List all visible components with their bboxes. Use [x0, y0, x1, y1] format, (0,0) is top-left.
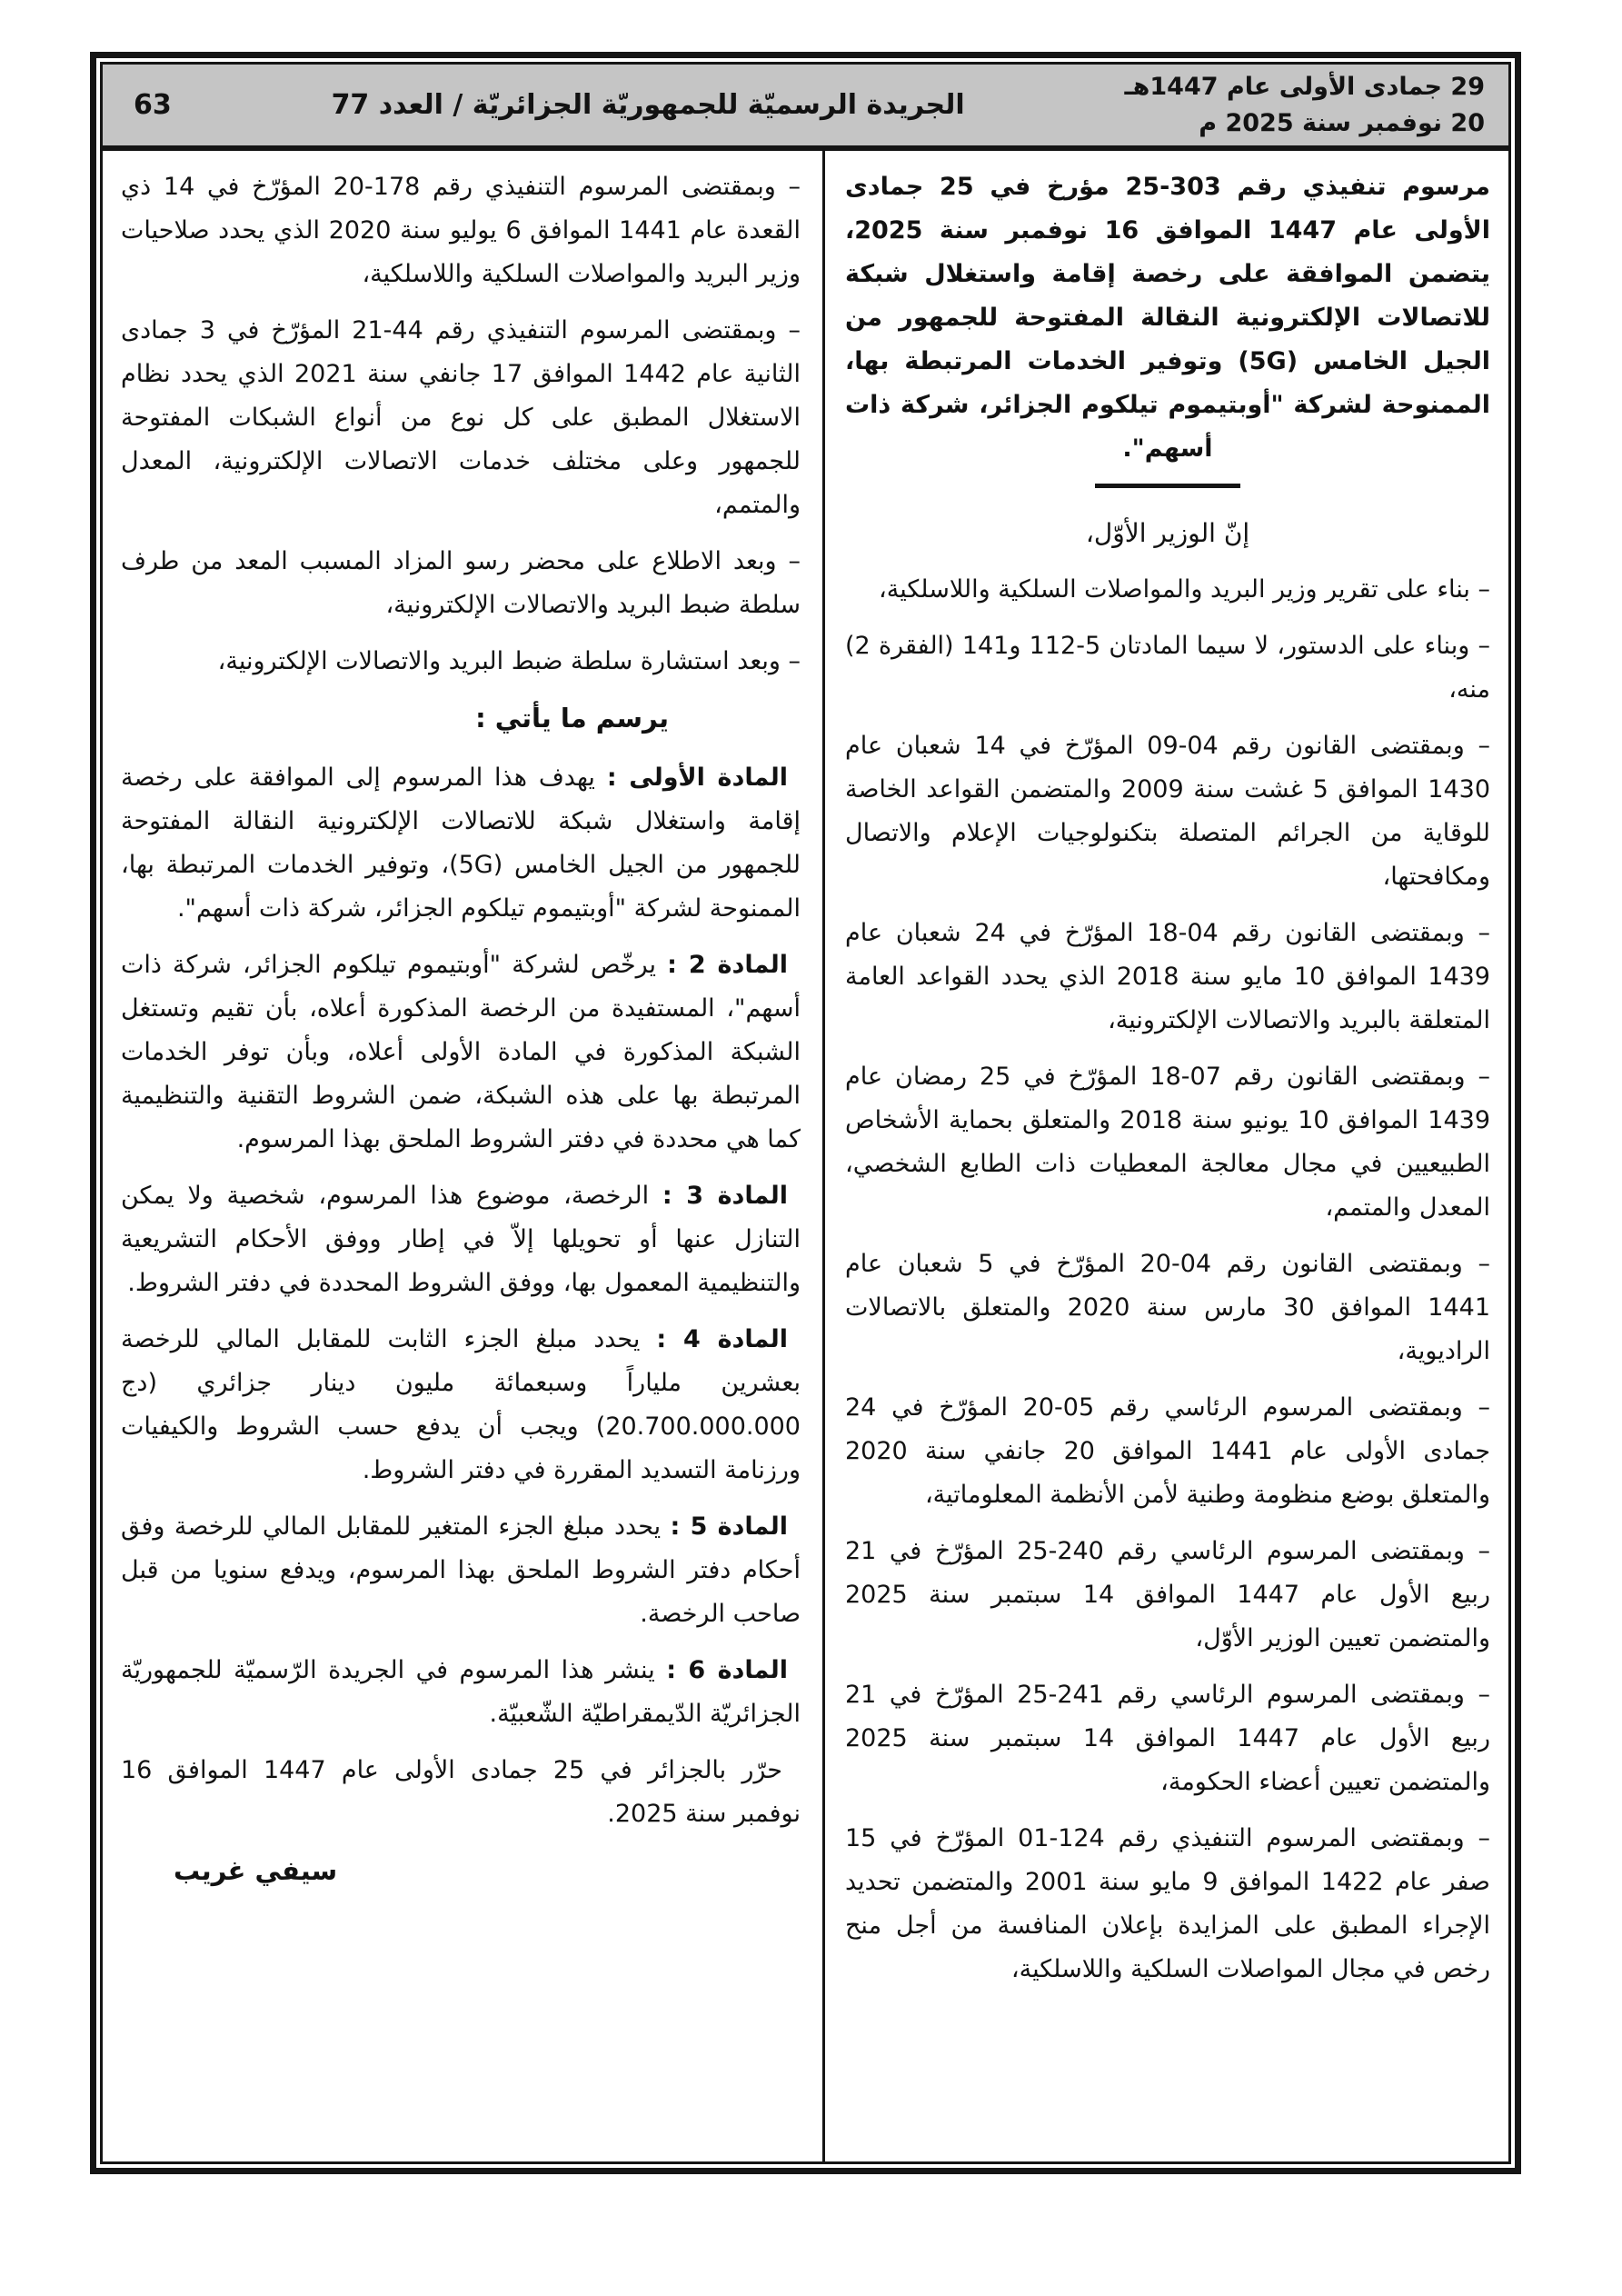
visa-paragraph: – وبمقتضى القانون رقم 04-09 المؤرّخ في 14 شعبان عام 1430 الموافق 5 غشت سنة 2009 والمتضمن القواعد الخاصة للوقاية من الجرائم المتصلة بتكنولوجيات الإعلام والاتصال ومكافحتها، [845, 732, 1490, 891]
article-1-text: يهدف هذا المرسوم إلى الموافقة على رخصة إقامة واستغلال شبكة للاتصالات الإلكترونية النقالة المفتوحة للجمهور من الجيل الخامس (5G)، وتوفير الخدمات المرتبطة بها، الممنوحة لشركة "أوبتيموم تيلكوم الجزائر، شركة ذات أسهم". [121, 764, 801, 923]
journal-title: الجريدة الرسميّة للجمهوريّة الجزائريّة / العدد 77 [331, 89, 965, 121]
date-gregorian: 20 نوفمبر سنة 2025 م [1199, 108, 1485, 137]
article-3 [121, 1174, 801, 1305]
visa-paragraph: – وبمقتضى القانون رقم 04-20 المؤرّخ في 5 شعبان عام 1441 الموافق 30 مارس سنة 2020 والمتعلق بالاتصالات الراديوية، [845, 1250, 1490, 1365]
column-right [825, 151, 1508, 2161]
visa-paragraph: – وبمقتضى المرسوم التنفيذي رقم 124-01 المؤرّخ في 15 صفر عام 1422 الموافق 9 مايو سنة 2001 والمتضمن تحديد الإجراء المطبق على المزايدة بإعلان المنافسة من أجل منح رخص في مجال المواصلات السلكية واللاسلكية، [845, 1824, 1490, 1983]
article-5 [121, 1505, 801, 1636]
article-2 [121, 943, 801, 1162]
article-4-label: المادة 4 : [656, 1325, 789, 1353]
header-band [103, 65, 1508, 151]
page-frame [90, 52, 1521, 2174]
visa-paragraph: – بناء على تقرير وزير البريد والمواصلات السلكية واللاسلكية، [879, 575, 1490, 604]
article-2-label: المادة 2 : [667, 951, 788, 979]
header-dates [1124, 69, 1508, 142]
document-body [103, 151, 1508, 2161]
article-3-text: الرخصة، موضوع هذا المرسوم، شخصية ولا يمكن التنازل عنها أو تحويلها إلاّ في إطار ووفق الأحكام التشريعية والتنظيمية المعمول بها، ووفق الشروط المحددة في دفتر الشروط. [121, 1182, 801, 1297]
visa-paragraph: – وبمقتضى القانون رقم 04-18 المؤرّخ في 24 شعبان عام 1439 الموافق 10 مايو سنة 2018 الذي يحدد القواعد العامة المتعلقة بالبريد والاتصالات الإلكترونية، [845, 919, 1490, 1034]
page-number: 63 [134, 89, 172, 121]
article-6-label: المادة 6 : [666, 1656, 789, 1684]
column-left [103, 151, 822, 2161]
article-1-label: المادة الأولى : [606, 764, 788, 792]
article-2-text: يرخّص لشركة "أوبتيموم تيلكوم الجزائر، شركة ذات أسهم"، المستفيدة من الرخصة المذكورة أعلاه، بأن تقيم وتستغل الشبكة المذكورة في المادة الأولى أعلاه، وبأن توفر الخدمات المرتبطة بها على هذه الشبكة، ضمن الشروط التقنية والتنظيمية كما هي محددة في دفتر الشروط الملحق بهذا المرسوم. [121, 951, 801, 1153]
article-4 [121, 1318, 801, 1492]
column-divider [822, 151, 825, 2161]
visa-paragraph: – وبمقتضى المرسوم الرئاسي رقم 240-25 المؤرّخ في 21 ربيع الأول عام 1447 الموافق 14 سبتمبر سنة 2025 والمتضمن تعيين الوزير الأوّل، [845, 1537, 1490, 1652]
visa-paragraph: – وبمقتضى المرسوم الرئاسي رقم 241-25 المؤرّخ في 21 ربيع الأول عام 1447 الموافق 14 سبتمبر سنة 2025 والمتضمن تعيين أعضاء الحكومة، [845, 1681, 1490, 1796]
minister-intro: إنّ الوزير الأوّل، [1085, 518, 1250, 548]
visa-paragraph: – وبمقتضى المرسوم التنفيذي رقم 178-20 المؤرّخ في 14 ذي القعدة عام 1441 الموافق 6 يوليو سنة 2020 الذي يحدد صلاحيات وزير البريد والمواصلات السلكية واللاسلكية، [121, 173, 801, 288]
title-separator [1095, 484, 1240, 488]
visa-paragraph: – وبمقتضى المرسوم التنفيذي رقم 44-21 المؤرّخ في 3 جمادى الثانية عام 1442 الموافق 17 جانفي سنة 2021 الذي يحدد نظام الاستغلال المطبق على كل نوع من أنواع الشبكات المفتوحة للجمهور وعلى مختلف خدمات الاتصالات الإلكترونية، المعدل والمتمم، [121, 316, 801, 519]
article-6 [121, 1649, 801, 1736]
visa-paragraph: – وبمقتضى المرسوم الرئاسي رقم 05-20 المؤرّخ في 24 جمادى الأولى عام 1441 الموافق 20 جانفي سنة 2020 والمتعلق بوضع منظومة وطنية لأمن الأنظمة المعلوماتية، [845, 1393, 1491, 1509]
article-4-text: يحدد مبلغ الجزء الثابت للمقابل المالي للرخصة بعشرين ملياراً وسبعمائة مليون دينار جزائري (دج 20.700.000.000) ويجب أن يدفع حسب الشروط والكيفيات ورزنامة التسديد المقررة في دفتر الشروط. [121, 1325, 801, 1484]
signature: سيفي غريب [174, 1855, 338, 1886]
article-3-label: المادة 3 : [662, 1182, 788, 1210]
date-hijri: 29 جمادى الأولى عام 1447هـ [1124, 72, 1485, 101]
article-6-text: ينشر هذا المرسوم في الجريدة الرّسميّة للجمهوريّة الجزائريّة الدّيمقراطيّة الشّعبيّة. [121, 1656, 801, 1728]
article-1 [121, 756, 801, 931]
visa-paragraph: – وبعد الاطلاع على محضر رسو المزاد المسبب المعد من طرف سلطة ضبط البريد والاتصالات الإلكترونية، [121, 547, 801, 619]
enactment-formula: يرسم ما يأتي : [475, 703, 669, 734]
visa-paragraph: – وبعد استشارة سلطة ضبط البريد والاتصالات الإلكترونية، [217, 647, 801, 675]
article-5-text: يحدد مبلغ الجزء المتغير للمقابل المالي للرخصة وفق أحكام دفتر الشروط الملحق بهذا المرسوم، ويدفع سنويا من قبل صاحب الرخصة. [121, 1512, 801, 1628]
closing-statement: حرّر بالجزائر في 25 جمادى الأولى عام 1447 الموافق 16 نوفمبر سنة 2025. [121, 1756, 801, 1828]
decree-title: مرسوم تنفيذي رقم 303-25 مؤرخ في 25 جمادى الأولى عام 1447 الموافق 16 نوفمبر سنة 2025، يتضمن الموافقة على رخصة إقامة واستغلال شبكة للاتصالات الإلكترونية النقالة المفتوحة للجمهور من الجيل الخامس (5G) وتوفير الخدمات المرتبطة بها، الممنوحة لشركة "أوبتيموم تيلكوم الجزائر، شركة ذات أسهم". [845, 173, 1490, 463]
visa-paragraph: – وبمقتضى القانون رقم 07-18 المؤرّخ في 25 رمضان عام 1439 الموافق 10 يونيو سنة 2018 والمتعلق بحماية الأشخاص الطبيعيين في مجال معالجة المعطيات ذات الطابع الشخصي، المعدل والمتمم، [845, 1063, 1490, 1222]
article-5-label: المادة 5 : [670, 1512, 788, 1541]
page-inner-border [100, 62, 1511, 2164]
visa-paragraph: – وبناء على الدستور، لا سيما المادتان 5-112 و141 (الفقرة 2) منه، [845, 632, 1490, 704]
